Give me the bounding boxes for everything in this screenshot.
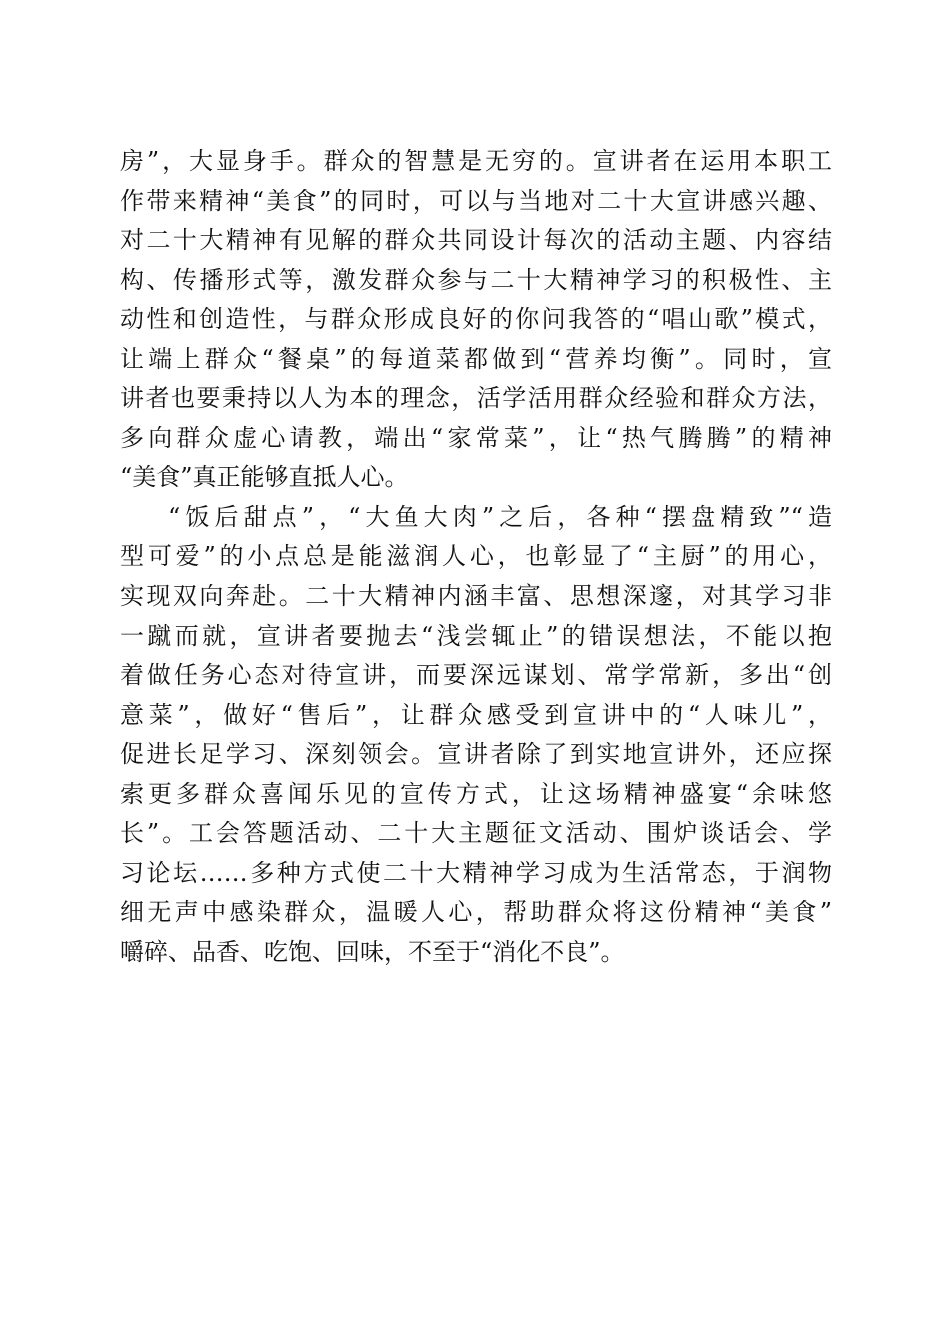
text-line: 促进长足学习、深刻领会。宣讲者除了到实地宣讲外，还应探 bbox=[120, 740, 832, 769]
text-line: 一蹴而就，宣讲者要抛去“浅尝辄止”的错误想法，不能以抱 bbox=[120, 621, 832, 650]
text-line: 房”，大显身手。群众的智慧是无穷的。宣讲者在运用本职工 bbox=[120, 147, 832, 175]
text-line: 型可爱”的小点总是能滋润人心，也彰显了“主厨”的用心， bbox=[120, 542, 832, 571]
text-line: 索更多群众喜闻乐见的宣传方式，让这场精神盛宴“余味悠 bbox=[120, 779, 832, 808]
text-line: 意菜”，做好“售后”，让群众感受到宣讲中的“人味儿”， bbox=[120, 700, 832, 729]
text-line: 实现双向奔赴。二十大精神内涵丰富、思想深邃，对其学习非 bbox=[120, 582, 832, 611]
text-line: 讲者也要秉持以人为本的理念，活学活用群众经验和群众方法， bbox=[120, 384, 832, 413]
text-line: “饭后甜点”，“大鱼大肉”之后，各种“摆盘精致”“造 bbox=[168, 502, 832, 531]
text-line: 多向群众虚心请教，端出“家常菜”，让“热气腾腾”的精神 bbox=[120, 423, 832, 452]
text-line: 让端上群众“餐桌”的每道菜都做到“营养均衡”。同时，宣 bbox=[120, 344, 832, 373]
text-line: 动性和创造性，与群众形成良好的你问我答的“唱山歌”模式， bbox=[120, 305, 832, 334]
text-line: 细无声中感染群众，温暖人心，帮助群众将这份精神“美食” bbox=[120, 898, 832, 927]
text-line: 习论坛……多种方式使二十大精神学习成为生活常态，于润物 bbox=[120, 858, 832, 887]
paragraph-2 bbox=[120, 498, 832, 973]
text-line: 嚼碎、品香、吃饱、回味，不至于“消化不良”。 bbox=[120, 937, 625, 966]
paragraph-1 bbox=[120, 142, 832, 498]
text-line: 作带来精神“美食”的同时，可以与当地对二十大宣讲感兴趣、 bbox=[120, 186, 832, 215]
body-text bbox=[120, 142, 832, 972]
text-line: 构、传播形式等，激发群众参与二十大精神学习的积极性、主 bbox=[120, 265, 832, 294]
text-line: “美食”真正能够直抵人心。 bbox=[120, 463, 409, 492]
text-line: 着做任务心态对待宣讲，而要深远谋划、常学常新，多出“创 bbox=[120, 661, 832, 690]
text-line: 对二十大精神有见解的群众共同设计每次的活动主题、内容结 bbox=[120, 226, 832, 255]
text-line: 长”。工会答题活动、二十大主题征文活动、围炉谈话会、学 bbox=[120, 819, 832, 848]
